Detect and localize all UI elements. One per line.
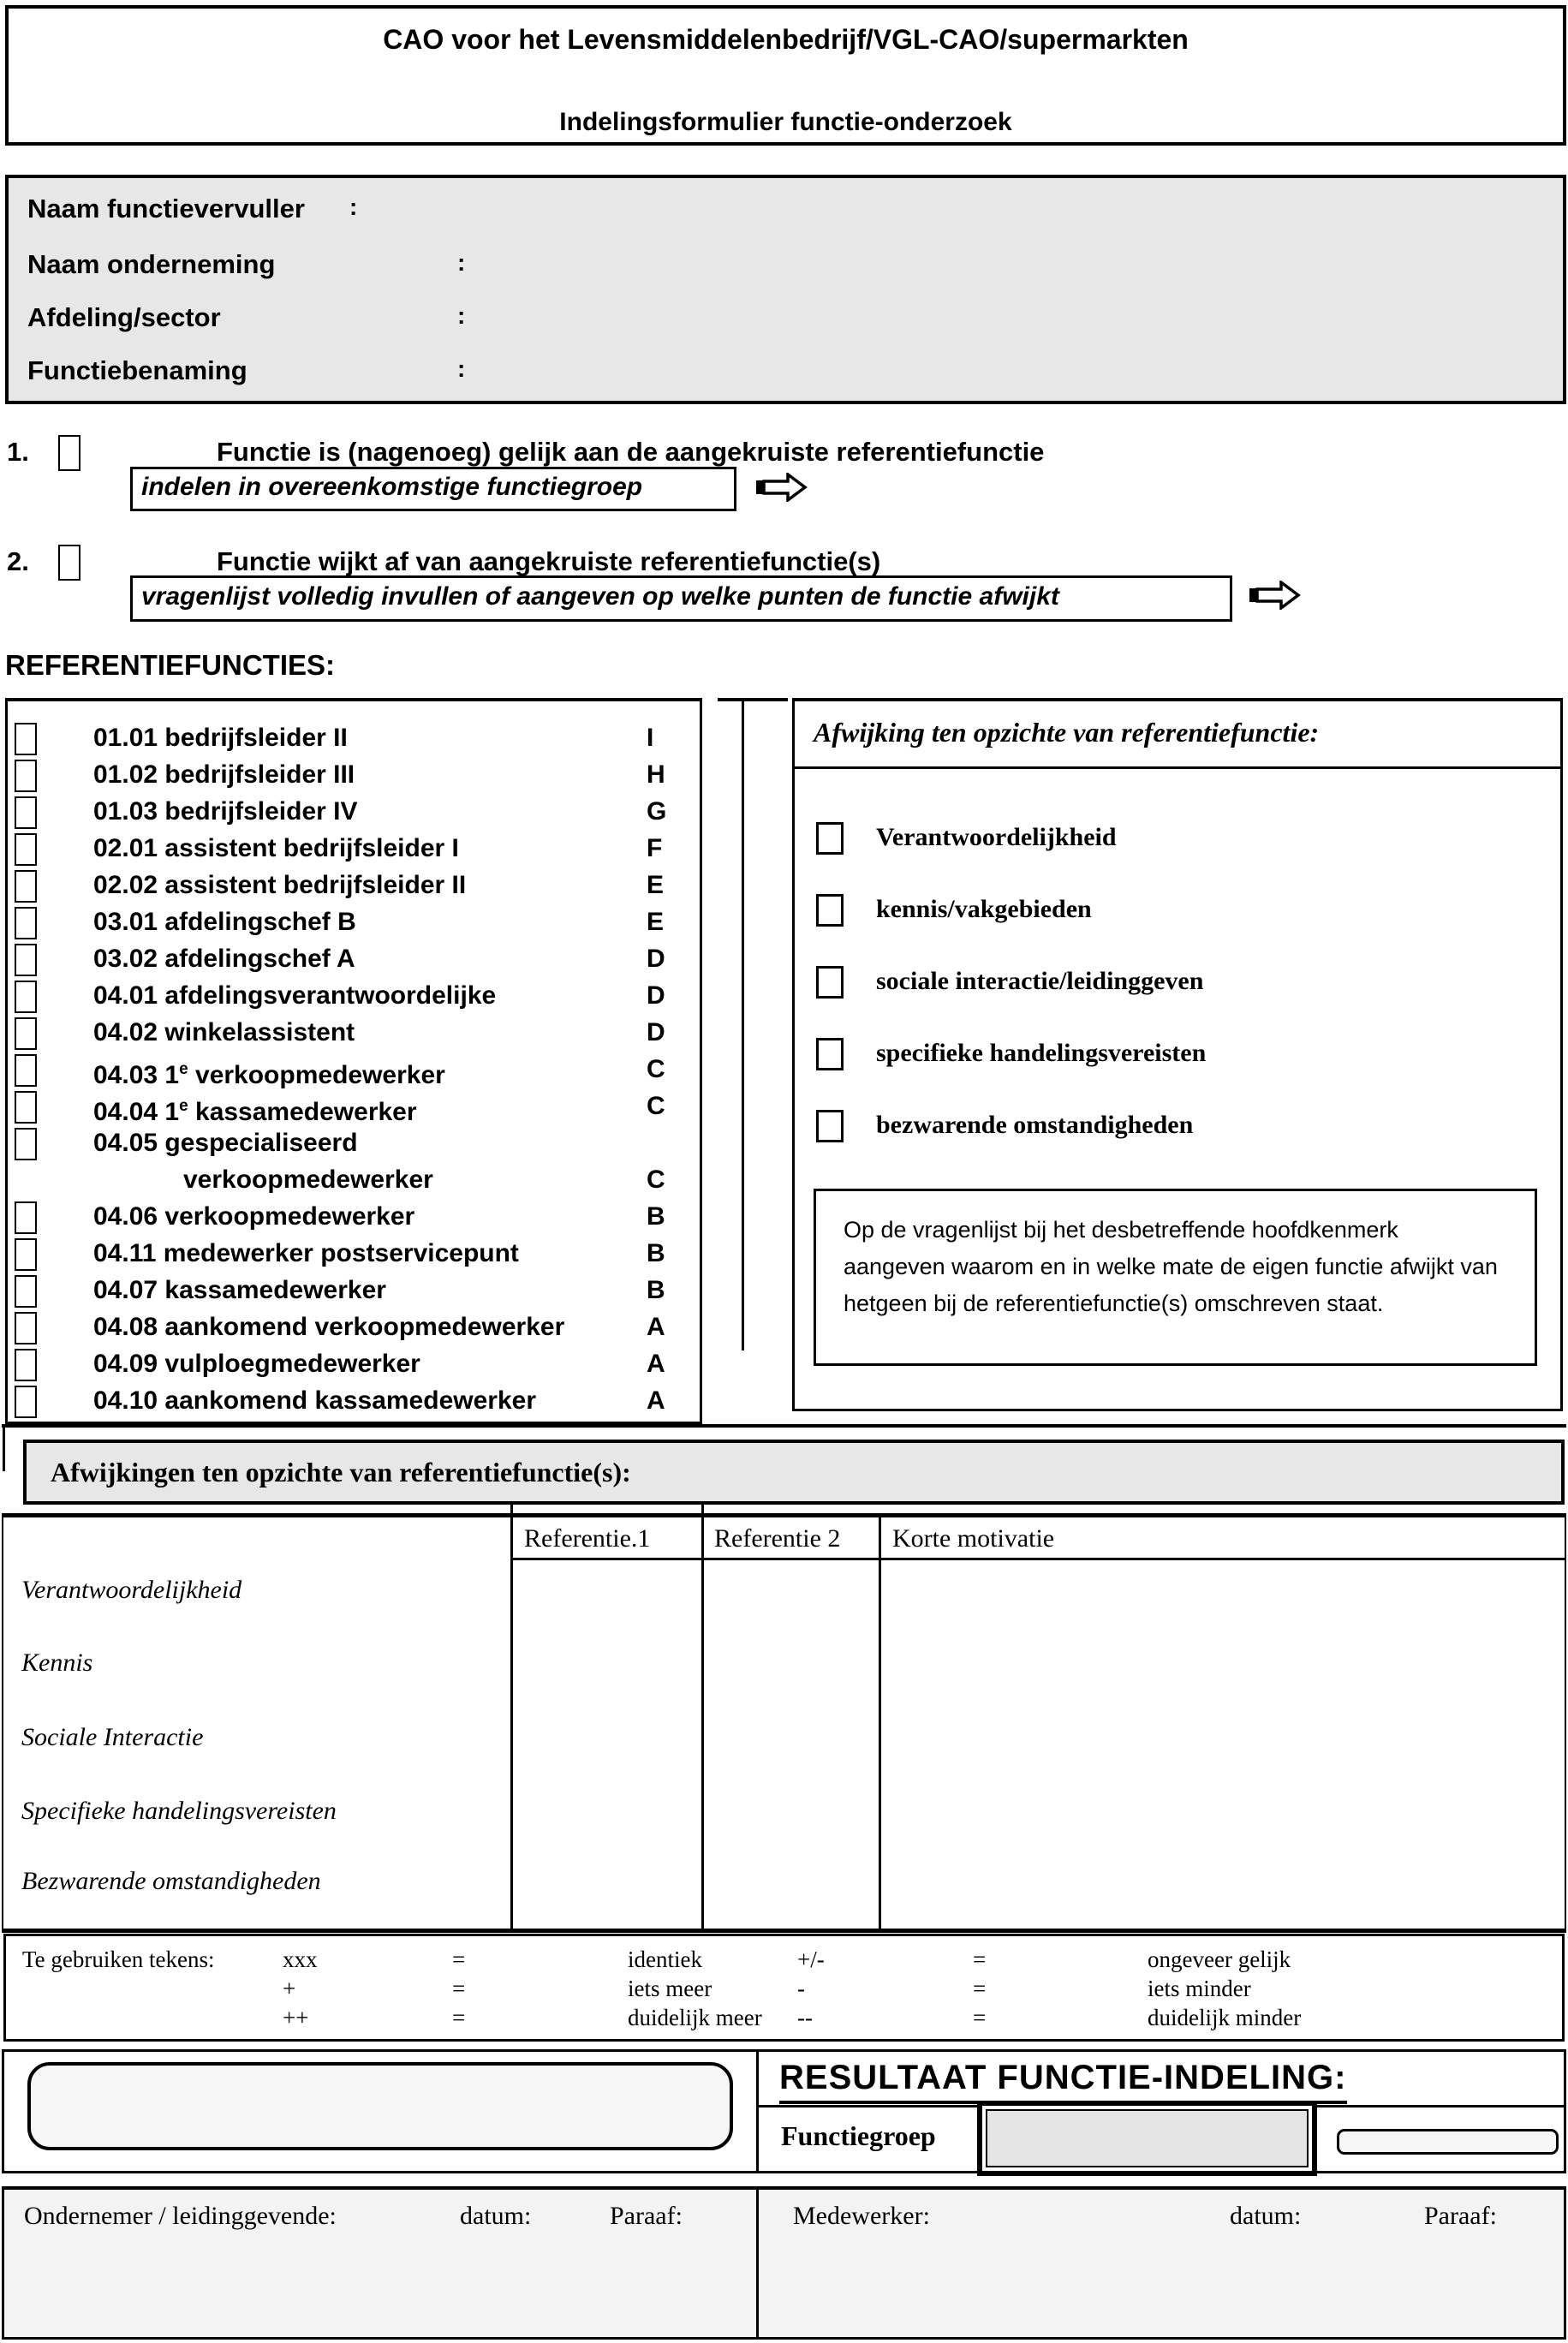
- ref-grade: E: [647, 908, 665, 936]
- legend-symbol: +/-: [797, 1947, 825, 1972]
- info-colon: :: [349, 194, 358, 220]
- result-title: RESULTAAT FUNCTIE-INDELING:: [779, 2059, 1347, 2104]
- ref-checkbox[interactable]: [15, 870, 37, 903]
- paraaf-label: Paraaf:: [1424, 2202, 1497, 2230]
- afwijkingen-section-title: Afwijkingen ten opzichte van referentiefunctie(s):: [51, 1457, 631, 1487]
- afwijking-item-label: kennis/vakgebieden: [876, 895, 1092, 923]
- afwijking-checkbox[interactable]: [816, 1110, 844, 1142]
- ref-checkbox[interactable]: [15, 907, 37, 939]
- ref-checkbox[interactable]: [15, 833, 37, 866]
- afwijking-note-box: [814, 1189, 1537, 1366]
- divider-line: [2, 1424, 1566, 1428]
- ref-grade: I: [647, 724, 654, 752]
- afwijking-checkbox[interactable]: [816, 966, 844, 999]
- legend-desc: identiek: [628, 1947, 702, 1972]
- option1-number: 1.: [7, 437, 29, 467]
- ref-grade: C: [647, 1166, 665, 1194]
- table-row-label: Bezwarende omstandigheden: [21, 1867, 321, 1895]
- ref-row: [8, 1236, 700, 1272]
- ref-row: [8, 1309, 700, 1345]
- ref-row-continuation: [8, 1162, 700, 1198]
- ref-grade: B: [647, 1202, 665, 1231]
- result-section: [2, 2049, 1566, 2173]
- option2-instruction: vragenlijst volledig invullen of aangeven op welke punten de functie afwijkt: [141, 582, 1059, 611]
- ref-checkbox[interactable]: [15, 1017, 37, 1050]
- ref2-column-area[interactable]: [704, 1560, 879, 1927]
- ref-checkbox[interactable]: [15, 1275, 37, 1308]
- ref-checkbox[interactable]: [15, 723, 37, 755]
- info-label: Naam functievervuller: [27, 194, 305, 224]
- form-title: CAO voor het Levensmiddelenbedrijf/VGL-CAO/supermarkten: [383, 24, 1189, 55]
- functiegroep-value-box[interactable]: [977, 2101, 1317, 2176]
- info-row-afdeling: [9, 302, 1563, 340]
- ref-row: [8, 1088, 700, 1124]
- ref-label: 04.01 afdelingsverantwoordelijke: [93, 981, 497, 1010]
- ref-label: 02.01 assistent bedrijfsleider I: [93, 834, 459, 862]
- ref-checkbox[interactable]: [15, 981, 37, 1013]
- info-row-functievervuller: [9, 194, 1563, 231]
- option2-text: Functie wijkt af van aangekruiste referentiefunctie(s): [217, 546, 881, 576]
- ref1-column-area[interactable]: [513, 1560, 701, 1927]
- ref-grade: A: [647, 1313, 665, 1341]
- ref-label: 01.01 bedrijfsleider II: [93, 724, 348, 752]
- ref-label: 02.02 assistent bedrijfsleider II: [93, 871, 467, 899]
- ref-row: [8, 794, 700, 830]
- form-subtitle: Indelingsformulier functie-onderzoek: [559, 108, 1012, 136]
- ref-row: [8, 1052, 700, 1088]
- ref-grade: F: [647, 834, 663, 862]
- info-row-onderneming: [9, 249, 1563, 287]
- motivatie-table: [2, 1513, 1566, 1933]
- divider-line: [756, 2052, 759, 2171]
- legend-equals: =: [973, 1976, 987, 2001]
- afwijking-item-label: sociale interactie/leidinggeven: [876, 967, 1204, 995]
- legend-desc: iets minder: [1148, 1976, 1251, 2001]
- signature-area-employer[interactable]: [4, 2190, 756, 2337]
- signature-section: [2, 2186, 1566, 2340]
- info-value-area[interactable]: [385, 194, 1533, 231]
- employer-label: Ondernemer / leidinggevende:: [24, 2202, 337, 2230]
- ref-label: 04.10 aankomend kassamedewerker: [93, 1386, 536, 1415]
- ref-row: [8, 720, 700, 756]
- info-value-area[interactable]: [488, 249, 1533, 287]
- afwijking-title: Afwijking ten opzichte van referentiefunctie:: [814, 717, 1320, 748]
- afwijkingen-section-bar: [23, 1440, 1565, 1505]
- info-colon: :: [457, 355, 466, 382]
- ref-row: [8, 1346, 700, 1382]
- ref-checkbox[interactable]: [15, 1349, 37, 1381]
- legend-desc: duidelijk meer: [628, 2005, 762, 2030]
- legend-intro: Te gebruiken tekens:: [22, 1947, 215, 1972]
- datum-label: datum:: [1230, 2202, 1302, 2230]
- ref-row: [8, 904, 700, 940]
- legend-symbol: -: [797, 1976, 805, 2001]
- afwijking-panel: [792, 698, 1563, 1411]
- ref-grade: A: [647, 1350, 665, 1378]
- info-colon: :: [457, 302, 466, 329]
- table-row-label: Verantwoordelijkheid: [21, 1576, 242, 1604]
- ref-checkbox[interactable]: [15, 1128, 37, 1160]
- divider-line: [718, 698, 788, 701]
- ref-checkbox[interactable]: [15, 1238, 37, 1271]
- afwijking-checkbox[interactable]: [816, 1038, 844, 1070]
- ref-functions-heading: REFERENTIEFUNCTIES:: [5, 649, 336, 681]
- legend-symbol: ++: [283, 2005, 309, 2030]
- ref-checkbox[interactable]: [15, 796, 37, 829]
- option2-number: 2.: [7, 546, 29, 576]
- ref-label: 01.03 bedrijfsleider IV: [93, 797, 358, 826]
- ref-label: 04.03 1e verkoopmedewerker: [93, 1060, 445, 1089]
- table-row-label: Sociale Interactie: [21, 1723, 204, 1751]
- ref-checkbox[interactable]: [15, 1386, 37, 1418]
- ref-checkbox[interactable]: [15, 760, 37, 792]
- ref-grade: H: [647, 760, 665, 789]
- right-arrow-icon: [755, 473, 808, 502]
- afwijking-checkbox[interactable]: [816, 894, 844, 927]
- legend-symbol: --: [797, 2005, 813, 2030]
- ref-row: [8, 978, 700, 1014]
- ref-row: [8, 1199, 700, 1235]
- table-header-ref1: Referentie.1: [524, 1524, 651, 1553]
- afwijking-checkbox[interactable]: [816, 822, 844, 855]
- option1-instruction-box: [130, 467, 736, 511]
- ref-grade: B: [647, 1276, 665, 1304]
- info-label: Functiebenaming: [27, 355, 247, 385]
- afwijking-item: [795, 820, 1560, 855]
- header-box: [5, 5, 1566, 146]
- ref-label: 01.02 bedrijfsleider III: [93, 760, 355, 789]
- ref-grade: D: [647, 1018, 665, 1046]
- ref-grade: D: [647, 945, 665, 973]
- legend-equals: =: [452, 2005, 466, 2030]
- table-row-label: Kennis: [21, 1648, 93, 1677]
- afwijking-item-label: specifieke handelingsvereisten: [876, 1039, 1207, 1067]
- option1-instruction: indelen in overeenkomstige functiegroep: [141, 473, 643, 501]
- ref-grade: G: [647, 797, 667, 826]
- ref-checkbox[interactable]: [15, 944, 37, 976]
- ref-checkbox[interactable]: [15, 1091, 37, 1124]
- legend-equals: =: [973, 1947, 987, 1972]
- legend-symbol: xxx: [283, 1947, 318, 1972]
- ref-label: 04.05 gespecialiseerd: [93, 1129, 358, 1157]
- ref-row: [8, 1125, 700, 1161]
- ref-grade: C: [647, 1055, 665, 1083]
- divider-line: [795, 766, 1560, 769]
- afwijking-item: [795, 964, 1560, 999]
- ref-label: 04.09 vulploegmedewerker: [93, 1350, 420, 1378]
- legend-desc: duidelijk minder: [1148, 2005, 1302, 2030]
- ref-label: 04.04 1e kassamedewerker: [93, 1097, 417, 1126]
- ref-grade: A: [647, 1386, 665, 1415]
- option1-text: Functie is (nagenoeg) gelijk aan de aangekruiste referentiefunctie: [217, 437, 1045, 467]
- ref-row: [8, 941, 700, 977]
- option2-checkbox[interactable]: [58, 545, 80, 581]
- ref-row: [8, 757, 700, 793]
- ref-label: verkoopmedewerker: [183, 1166, 433, 1194]
- employee-info-box: [5, 175, 1566, 404]
- info-value-area[interactable]: [488, 355, 1533, 393]
- ref-label: 03.01 afdelingschef B: [93, 908, 356, 936]
- afwijking-item-label: bezwarende omstandigheden: [876, 1111, 1194, 1139]
- functiegroep-label: Functiegroep: [781, 2120, 936, 2151]
- divider-line: [756, 2105, 977, 2108]
- signature-area-employee[interactable]: [759, 2190, 1567, 2337]
- ref-functions-panel: [5, 698, 702, 1424]
- legend-equals: =: [452, 1947, 466, 1972]
- ref-label: 04.08 aankomend verkoopmedewerker: [93, 1313, 565, 1341]
- ref-row: [8, 1383, 700, 1419]
- divider-line: [742, 700, 744, 1350]
- afwijking-item: [795, 1108, 1560, 1142]
- afwijking-item: [795, 1036, 1560, 1070]
- ref-label: 03.02 afdelingschef A: [93, 945, 355, 973]
- motivatie-column-area[interactable]: [881, 1560, 1563, 1927]
- afwijking-note: Op de vragenlijst bij het desbetreffende hoofdkenmerk aangeven waarom en in welke mate de eigen functie afwijkt van hetgeen bij de referentiefunctie(s) omschreven staat.: [844, 1217, 1498, 1317]
- ref-row: [8, 867, 700, 903]
- table-header-ref2: Referentie 2: [714, 1524, 841, 1553]
- divider-line: [3, 1424, 5, 1471]
- ref-grade: E: [647, 871, 665, 899]
- ref-row: [8, 1273, 700, 1309]
- option2-instruction-box: [130, 575, 1232, 622]
- info-value-area[interactable]: [488, 302, 1533, 340]
- ref-row: [8, 831, 700, 867]
- functiegroep-extra-box[interactable]: [1337, 2129, 1559, 2155]
- divider-line: [1317, 2105, 1564, 2108]
- info-label: Naam onderneming: [27, 249, 276, 279]
- ref-label: 04.07 kassamedewerker: [93, 1276, 386, 1304]
- ref-grade: D: [647, 981, 665, 1010]
- legend-symbol: +: [283, 1976, 296, 2001]
- datum-label: datum:: [460, 2202, 532, 2230]
- info-colon: :: [457, 249, 466, 276]
- option1-checkbox[interactable]: [58, 435, 80, 471]
- legend-desc: ongeveer gelijk: [1148, 1947, 1291, 1972]
- ref-label: 04.06 verkoopmedewerker: [93, 1202, 415, 1231]
- ref-row: [8, 1015, 700, 1051]
- afwijking-item-label: Verantwoordelijkheid: [876, 823, 1117, 851]
- info-row-functiebenaming: [9, 355, 1563, 393]
- legend-equals: =: [452, 1976, 466, 2001]
- table-header-motivatie: Korte motivatie: [892, 1524, 1055, 1553]
- info-label: Afdeling/sector: [27, 302, 221, 332]
- ref-grade: C: [647, 1092, 665, 1120]
- ref-label: 04.11 medewerker postservicepunt: [93, 1239, 519, 1267]
- ref-checkbox[interactable]: [15, 1312, 37, 1344]
- legend-desc: iets meer: [628, 1976, 712, 2001]
- ref-grade: B: [647, 1239, 665, 1267]
- ref-checkbox[interactable]: [15, 1054, 37, 1087]
- right-arrow-icon: [1249, 581, 1302, 610]
- employee-label: Medewerker:: [793, 2202, 930, 2230]
- table-row-label: Specifieke handelingsvereisten: [21, 1797, 337, 1825]
- legend-equals: =: [973, 2005, 987, 2030]
- afwijking-item: [795, 892, 1560, 927]
- paraaf-label: Paraaf:: [610, 2202, 683, 2230]
- ref-checkbox[interactable]: [15, 1201, 37, 1234]
- notes-rounded-box[interactable]: [27, 2062, 733, 2150]
- legend-box: [3, 1934, 1565, 2042]
- ref-label: 04.02 winkelassistent: [93, 1018, 355, 1046]
